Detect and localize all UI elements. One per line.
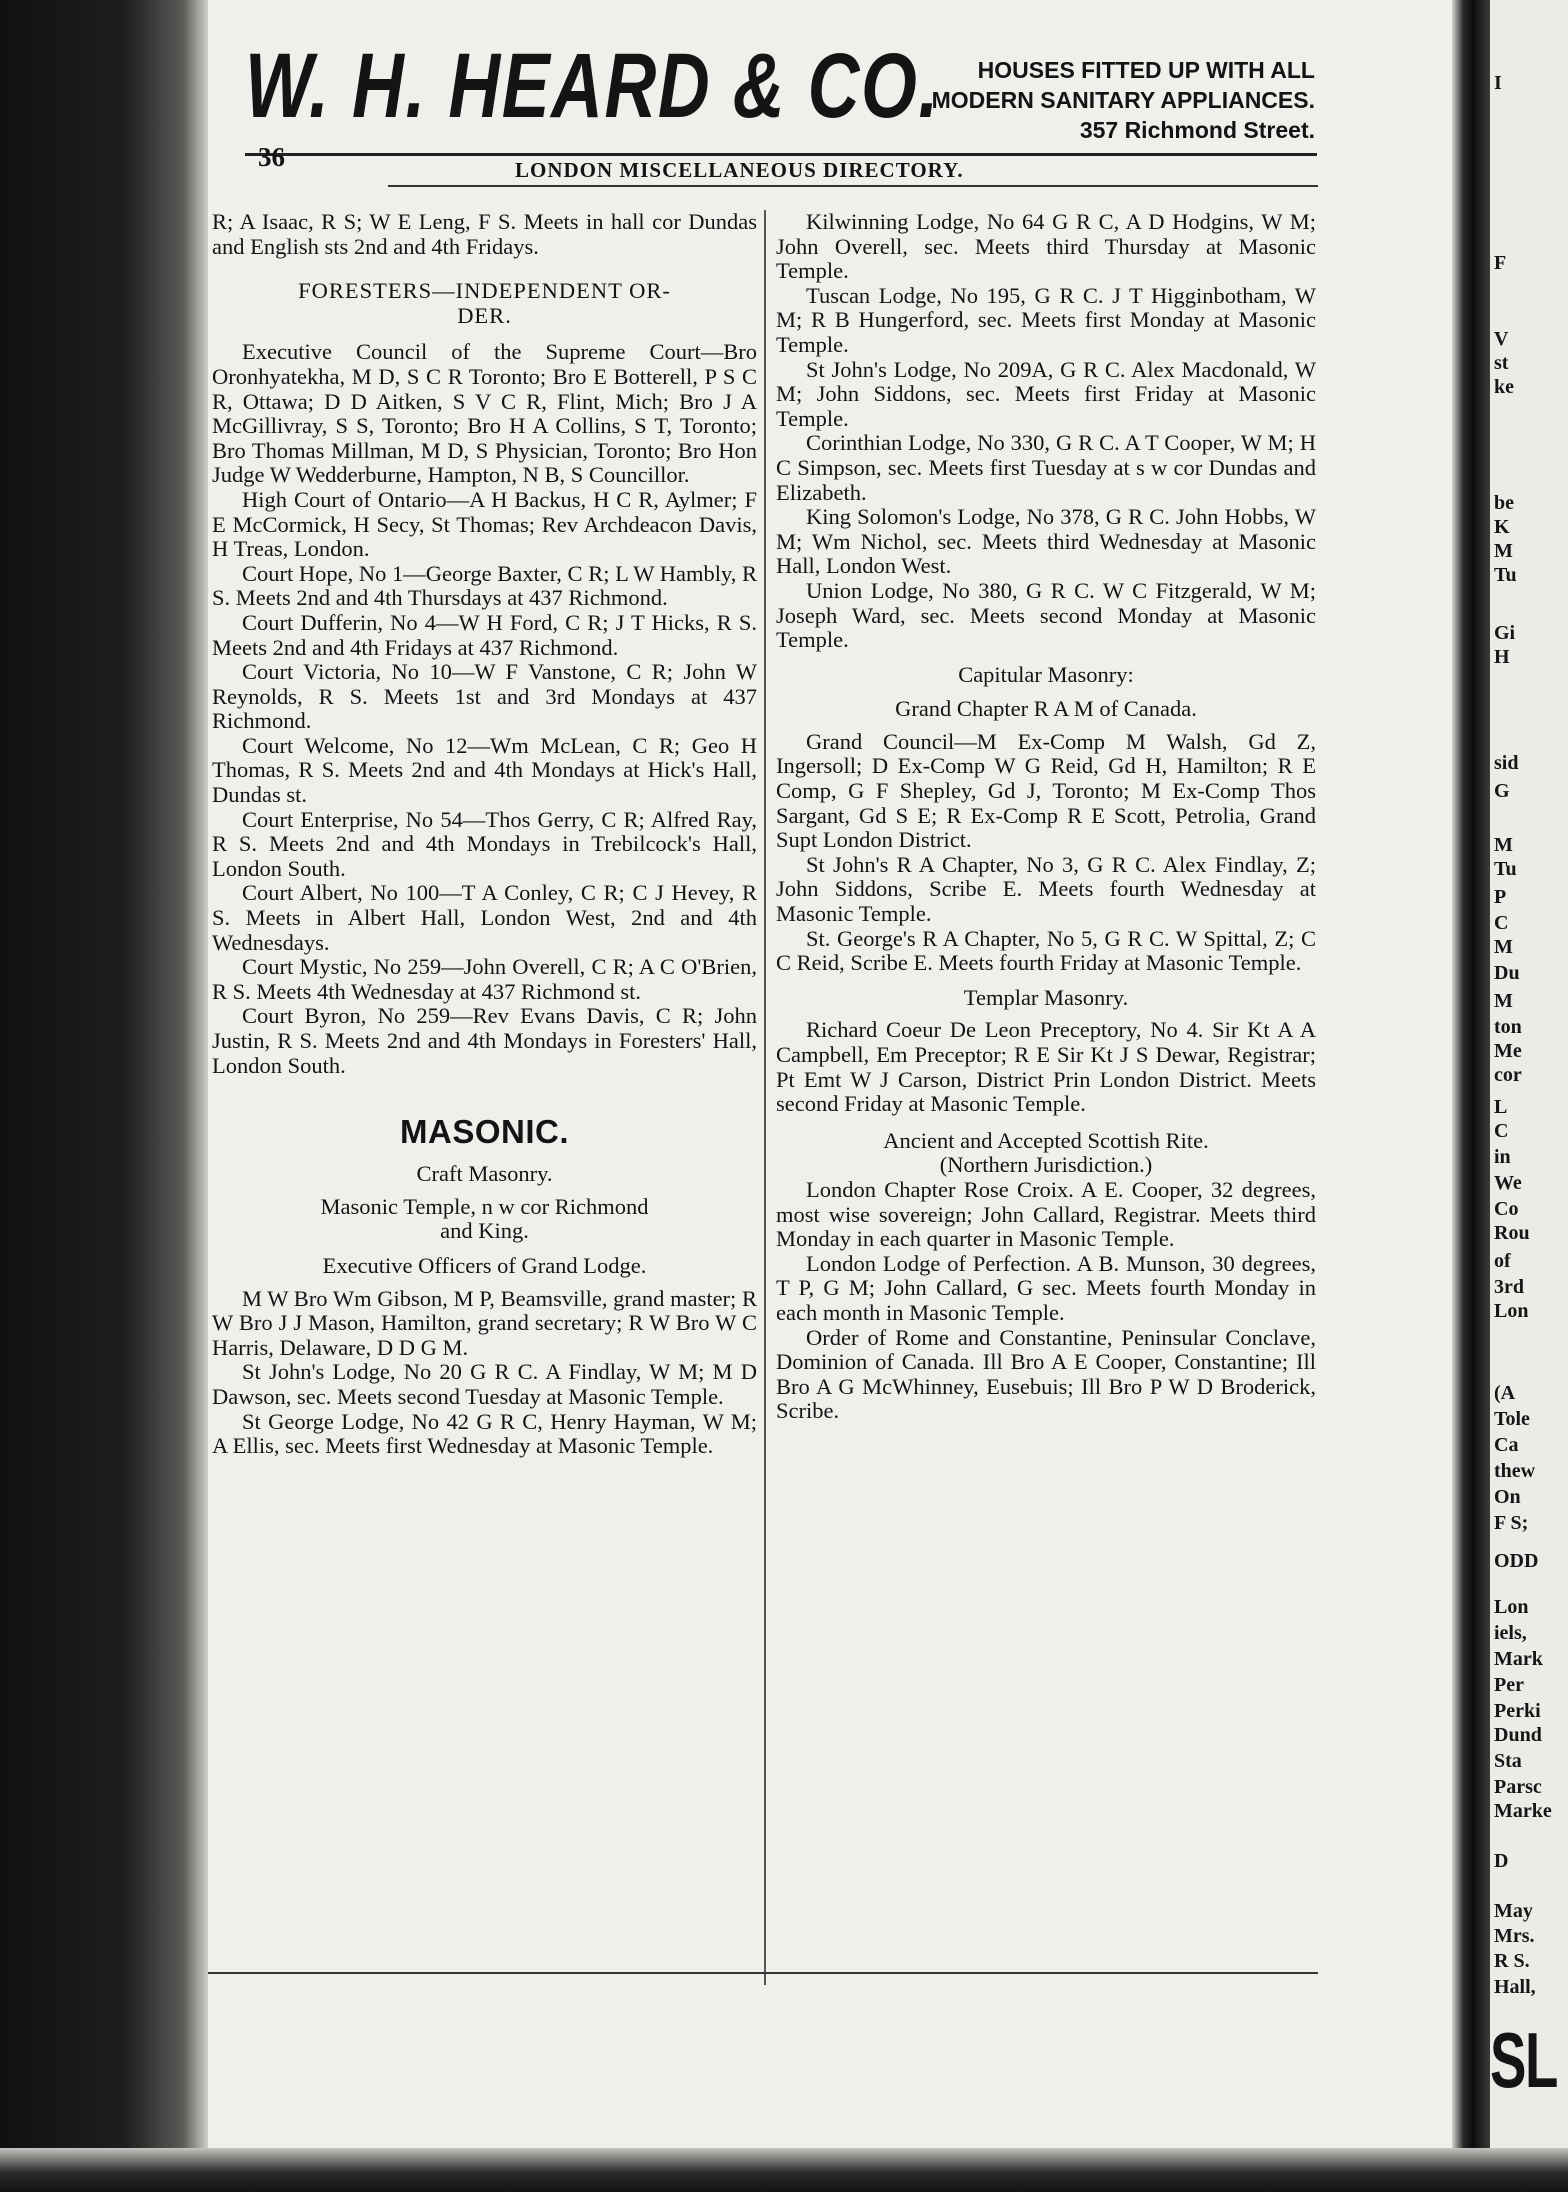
- fragment: Lon: [1494, 1596, 1529, 1618]
- fragment-large: SL: [1490, 2016, 1557, 2104]
- fragment: M: [1494, 834, 1513, 856]
- column-divider: [764, 210, 766, 1985]
- fragment: M: [1494, 540, 1513, 562]
- fragment: M: [1494, 990, 1513, 1012]
- tagline-line-2: MODERN SANITARY APPLIANCES.: [931, 87, 1315, 113]
- court-entry: Court Welcome, No 12—Wm McLean, C R; Geo H Thomas, R S. Meets 2nd and 4th Mondays at Hick's Hall, Dundas st.: [212, 732, 757, 808]
- fragment: Co: [1494, 1198, 1519, 1220]
- scottish-rite-heading: [776, 1129, 1316, 1178]
- fragment: Mark: [1494, 1648, 1543, 1670]
- craft-masonry-heading: Craft Masonry.: [416, 1161, 553, 1187]
- running-head-rule: [388, 185, 1318, 187]
- lodge-entry: Corinthian Lodge, No 330, G R C. A T Cooper, W M; H C Simpson, sec. Meets first Tuesday at s w cor Dundas and Elizabeth.: [776, 430, 1316, 505]
- fragment: ke: [1494, 376, 1514, 398]
- footer-rule: [208, 1972, 1318, 1974]
- lodge-entry: Union Lodge, No 380, G R C. W C Fitzgerald, W M; Joseph Ward, sec. Meets second Monday at Masonic Temple.: [776, 577, 1316, 653]
- fragment: Tu: [1494, 858, 1517, 880]
- fragment: H: [1494, 646, 1510, 668]
- fragment: Lon: [1494, 1300, 1529, 1322]
- fragment: Du: [1494, 962, 1520, 984]
- fragment: st: [1494, 352, 1509, 374]
- fragment: of: [1494, 1250, 1511, 1272]
- fragment: Parsc: [1494, 1776, 1542, 1798]
- masonic-heading: MASONIC.: [400, 1113, 569, 1151]
- fragment: Hall,: [1494, 1976, 1536, 1998]
- advertiser-brand: W. H. HEARD & CO.: [245, 35, 940, 137]
- court-entry: Court Mystic, No 259—John Overell, C R; A C O'Brien, R S. Meets 4th Wednesday at 437 Richmond st.: [212, 954, 757, 1004]
- lodge-entry: Tuscan Lodge, No 195, G R C. J T Higginbotham, W M; R B Hungerford, sec. Meets first Monday at Masonic Temple.: [776, 282, 1316, 357]
- scottish-rite-line-1: Ancient and Accepted Scottish Rite.: [883, 1127, 1209, 1153]
- fragment: (A: [1494, 1382, 1516, 1404]
- fragment: Dund: [1494, 1724, 1542, 1746]
- chapter-entry: St. George's R A Chapter, No 5, G R C. W Spittal, Z; C C Reid, Scribe E. Meets fourth Friday at Masonic Temple.: [776, 925, 1316, 976]
- foresters-heading-line-1: FORESTERS—INDEPENDENT OR-: [298, 278, 671, 304]
- court-entry: Court Hope, No 1—George Baxter, C R; L W Hambly, R S. Meets 2nd and 4th Thursdays at 437 Richmond.: [212, 560, 757, 611]
- executive-officers-heading: Executive Officers of Grand Lodge.: [322, 1252, 647, 1278]
- fragment: Ca: [1494, 1434, 1519, 1456]
- fragment: C: [1494, 1120, 1509, 1142]
- foresters-heading: [212, 279, 757, 328]
- fragment: sid: [1494, 752, 1519, 774]
- masonic-temple-address: [212, 1195, 757, 1244]
- lodge-entry: St George Lodge, No 42 G R C, Henry Hayman, W M; A Ellis, sec. Meets first Wednesday at Masonic Temple.: [212, 1408, 757, 1459]
- foresters-heading-line-2: DER.: [457, 302, 512, 328]
- court-entry: Court Byron, No 259—Rev Evans Davis, C R; John Justin, R S. Meets 2nd and 4th Mondays in Foresters' Hall, London South.: [212, 1003, 757, 1078]
- preceptory-entry: Richard Coeur De Leon Preceptory, No 4. Sir Kt A A Campbell, Em Preceptor; R E Sir Kt J S Dewar, Registrar; Pt Emt W J Carson, District Prin London District. Meets second Friday at Masonic Temple.: [776, 1017, 1316, 1117]
- masonic-temple-line-2: and King.: [440, 1218, 529, 1244]
- grand-lodge-officers-entry: M W Bro Wm Gibson, M P, Beamsville, grand master; R W Bro J J Mason, Hamilton, grand secretary; R W Bro W C Harris, Delaware, D D G M.: [212, 1285, 757, 1360]
- fragment: Sta: [1494, 1750, 1522, 1772]
- fragment: We: [1494, 1172, 1522, 1194]
- fragment: C: [1494, 912, 1509, 934]
- fragment: Mrs.: [1494, 1925, 1535, 1947]
- advertiser-tagline: [860, 55, 1315, 145]
- fragment: in: [1494, 1146, 1511, 1168]
- fragment: Marke: [1494, 1800, 1552, 1822]
- book-gutter: [1452, 0, 1490, 2192]
- left-column: [212, 210, 757, 1459]
- fragment: I: [1494, 72, 1502, 94]
- executive-council-entry: Executive Council of the Supreme Court—Bro Oronhyatekha, M D, S C R Toronto; Bro E Botterell, P S C R, Ottawa; D D Aitken, S V C R, Flint, Mich; Bro J A McGillivray, S S, Toronto; Bro H A Collins, S T, Toronto; Bro Thomas Millman, M D, S Physician, Toronto; Bro Hon Judge W Wedderburne, Hampton, N B, S Councillor.: [212, 339, 757, 488]
- fragment: K: [1494, 516, 1510, 538]
- tagline-line-1: HOUSES FITTED UP WITH ALL: [977, 57, 1315, 83]
- header-rule: [245, 153, 1317, 156]
- fragment: R S.: [1494, 1950, 1530, 1972]
- fragment: Tole: [1494, 1408, 1530, 1430]
- scottish-body-entry: London Lodge of Perfection. A B. Munson, 30 degrees, T P, G M; John Callard, G sec. Meets fourth Monday in each month in Masonic Temple.: [776, 1250, 1316, 1325]
- lodge-entry: Kilwinning Lodge, No 64 G R C, A D Hodgins, W M; John Overell, sec. Meets third Thursday at Masonic Temple.: [776, 209, 1316, 284]
- fragment: On: [1494, 1486, 1521, 1508]
- fragment: May: [1494, 1900, 1533, 1922]
- fragment: Rou: [1494, 1222, 1530, 1244]
- tagline-line-3: 357 Richmond Street.: [1079, 117, 1315, 143]
- scottish-body-entry: London Chapter Rose Croix. A E. Cooper, 32 degrees, most wise sovereign; John Callard, Registrar. Meets third Monday in each quarter in Masonic Temple.: [776, 1176, 1316, 1252]
- fragment: cor: [1494, 1064, 1522, 1086]
- fragment: G: [1494, 780, 1510, 802]
- fragment: thew: [1494, 1460, 1536, 1482]
- fragment: iels,: [1494, 1622, 1527, 1644]
- fragment: Perki: [1494, 1700, 1541, 1722]
- page-number: 36: [258, 142, 285, 172]
- intro-text: R; A Isaac, R S; W E Leng, F S. Meets in hall cor Dundas and English sts 2nd and 4th Fridays.: [212, 209, 757, 259]
- next-page-edge: [1490, 0, 1568, 2192]
- scottish-rite-line-2: (Northern Jurisdiction.): [939, 1152, 1153, 1178]
- fragment: ton: [1494, 1016, 1522, 1038]
- left-scan-shadow: [0, 0, 208, 2192]
- fragment: Me: [1494, 1040, 1522, 1062]
- court-entry: Court Enterprise, No 54—Thos Gerry, C R; Alfred Ray, R S. Meets 2nd and 4th Mondays in Trebilcock's Hall, London South.: [212, 806, 757, 881]
- fragment: D: [1494, 1850, 1509, 1872]
- masonic-temple-line-1: Masonic Temple, n w cor Richmond: [320, 1193, 649, 1219]
- fragment: F: [1494, 252, 1507, 274]
- capitular-masonry-heading: Capitular Masonry:: [958, 661, 1134, 687]
- scottish-body-entry: Order of Rome and Constantine, Peninsular Conclave, Dominion of Canada. Ill Bro A E Cooper, Constantine; Ill Bro A G McWhinney, Eusebuis; Ill Bro P W D Broderick, Scribe.: [776, 1324, 1316, 1424]
- fragment: P: [1494, 886, 1507, 908]
- fragment: be: [1494, 492, 1514, 514]
- lodge-entry: St John's Lodge, No 20 G R C. A Findlay, W M; M D Dawson, sec. Meets second Tuesday at Masonic Temple.: [212, 1359, 757, 1409]
- court-entry: Court Victoria, No 10—W F Vanstone, C R; John W Reynolds, R S. Meets 1st and 3rd Mondays at 437 Richmond.: [212, 659, 757, 734]
- templar-masonry-heading: Templar Masonry.: [963, 984, 1129, 1010]
- fragment: V: [1494, 328, 1509, 350]
- fragment: M: [1494, 936, 1513, 958]
- fragment: ODD: [1494, 1550, 1539, 1572]
- lodge-entry: St John's Lodge, No 209A, G R C. Alex Macdonald, W M; John Siddons, sec. Meets first Friday at Masonic Temple.: [776, 356, 1316, 431]
- chapter-entry: St John's R A Chapter, No 3, G R C. Alex Findlay, Z; John Siddons, Scribe E. Meets fourth Wednesday at Masonic Temple.: [776, 851, 1316, 927]
- court-entry: Court Albert, No 100—T A Conley, C R; C J Hevey, R S. Meets in Albert Hall, London West, 2nd and 4th Wednesdays.: [212, 880, 757, 955]
- high-court-entry: High Court of Ontario—A H Backus, H C R, Aylmer; F E McCormick, H Secy, St Thomas; Rev Archdeacon Davis, H Treas, London.: [212, 486, 757, 562]
- fragment: F S;: [1494, 1512, 1529, 1534]
- fragment: Per: [1494, 1674, 1524, 1696]
- bottom-scan-shadow: [0, 2148, 1568, 2192]
- court-entry: Court Dufferin, No 4—W H Ford, C R; J T Hicks, R S. Meets 2nd and 4th Fridays at 437 Richmond.: [212, 609, 757, 660]
- fragment: Gi: [1494, 622, 1516, 644]
- lodge-entry: King Solomon's Lodge, No 378, G R C. John Hobbs, W M; Wm Nichol, sec. Meets third Wednesday at Masonic Hall, London West.: [776, 504, 1316, 579]
- fragment: Tu: [1494, 564, 1517, 586]
- right-column: [776, 210, 1316, 1424]
- grand-chapter-heading: Grand Chapter R A M of Canada.: [895, 696, 1197, 722]
- fragment: 3rd: [1494, 1276, 1524, 1298]
- running-head: LONDON MISCELLANEOUS DIRECTORY.: [515, 158, 964, 182]
- grand-council-entry: Grand Council—M Ex-Comp M Walsh, Gd Z, Ingersoll; D Ex-Comp W G Reid, Gd H, Hamilton; R E Comp, G F Shepley, Gd J, Toronto; M Ex-Comp Thos Sargant, Gd S E; R Ex-Comp R E Scott, Petrolia, Grand Supt London District.: [776, 728, 1316, 853]
- fragment: L: [1494, 1096, 1508, 1118]
